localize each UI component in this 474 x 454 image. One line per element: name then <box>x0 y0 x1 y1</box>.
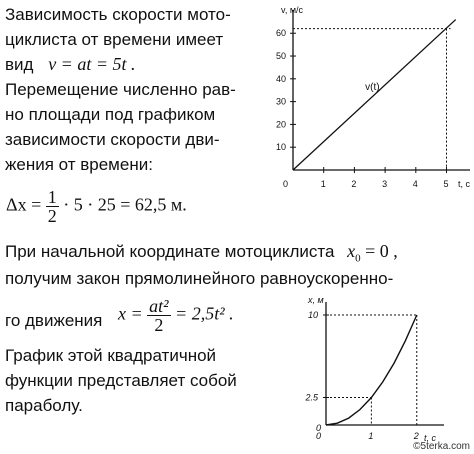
formula-dx-lhs: Δx = <box>6 194 42 215</box>
y-tick-label: 40 <box>275 73 286 84</box>
series-line-velocity <box>293 20 456 170</box>
x-tick-label: 2 <box>413 431 419 441</box>
y-tick-label: 10 <box>307 310 318 320</box>
y-axis-label: x, м <box>308 295 324 305</box>
y-tick-label: 10 <box>275 142 286 153</box>
text-line-5: но площади под графиком <box>5 105 216 124</box>
y-tick-label: 50 <box>275 51 286 62</box>
y-tick-label: 2.5 <box>305 392 318 403</box>
y-tick-label: 30 <box>275 96 286 107</box>
formula-dx-denominator: 2 <box>47 206 57 226</box>
x-tick-label: 3 <box>382 179 388 189</box>
watermark: ©5terka.com <box>413 441 470 452</box>
text-line-3 <box>5 54 135 75</box>
formula-dx-numerator: 1 <box>47 187 57 207</box>
series-label-velocity: v(t) <box>365 82 380 94</box>
x-tick-label: 1 <box>320 179 326 189</box>
y-tick-label: 60 <box>275 28 286 39</box>
x-axis-label: t, c <box>424 433 437 443</box>
text-line-10: го движения <box>5 311 103 330</box>
formula-coordinate <box>118 297 234 334</box>
text-prefix: вид <box>5 55 34 74</box>
y-tick-label: 20 <box>275 119 286 130</box>
text-line-1: Зависимость скорости мото- <box>5 5 231 24</box>
x-tick-label: 4 <box>412 179 418 189</box>
formula-x0-rhs: = 0 , <box>360 241 398 261</box>
formula-x0-sub: 0 <box>355 252 361 265</box>
formula-x0 <box>347 241 398 265</box>
x-axis-label: t, c <box>458 179 471 189</box>
origin-label: 0 <box>316 423 322 433</box>
text-line-7: жения от времени: <box>5 155 153 174</box>
x-tick-label: 2 <box>351 179 357 189</box>
text-line-4: Перемещение численно рав- <box>5 80 236 99</box>
formula-dx-fraction <box>46 188 59 225</box>
text-line-11: График этой квадратичной <box>5 346 217 365</box>
text-line-13: параболу. <box>5 396 83 415</box>
x-tick-label: 5 <box>443 179 449 189</box>
text-line-6: зависимости скорости дви- <box>5 130 220 149</box>
formula-x-fraction <box>147 297 170 334</box>
formula-x-numerator: at² <box>149 296 169 316</box>
formula-x-lhs: x = <box>118 303 143 324</box>
formula-x-rhs: = 2,5t² . <box>175 303 234 324</box>
velocity-chart <box>262 0 472 200</box>
formula-dx-rhs: · 5 · 25 = 62,5 м. <box>63 194 187 215</box>
formula-displacement <box>6 188 187 225</box>
y-axis-label: v, м/с <box>281 5 304 15</box>
formula-velocity: v = at = 5t . <box>48 54 136 74</box>
series-curve-position <box>326 315 417 425</box>
formula-x0-var: x <box>347 241 356 261</box>
text-initial-coordinate: При начальной координате мотоциклиста <box>5 242 335 261</box>
x-tick-label: 0 <box>283 179 289 189</box>
x-tick-label: 0 <box>316 431 322 441</box>
text-line-2: циклиста от времени имеет <box>5 30 224 49</box>
position-chart <box>288 292 458 446</box>
x-tick-label: 1 <box>368 431 374 441</box>
text-line-8 <box>5 241 398 270</box>
text-line-9: получим закон прямолинейного равноускоренно- <box>5 269 394 288</box>
text-line-12: функции представляет собой <box>5 371 237 390</box>
formula-x-denominator: 2 <box>154 315 164 335</box>
